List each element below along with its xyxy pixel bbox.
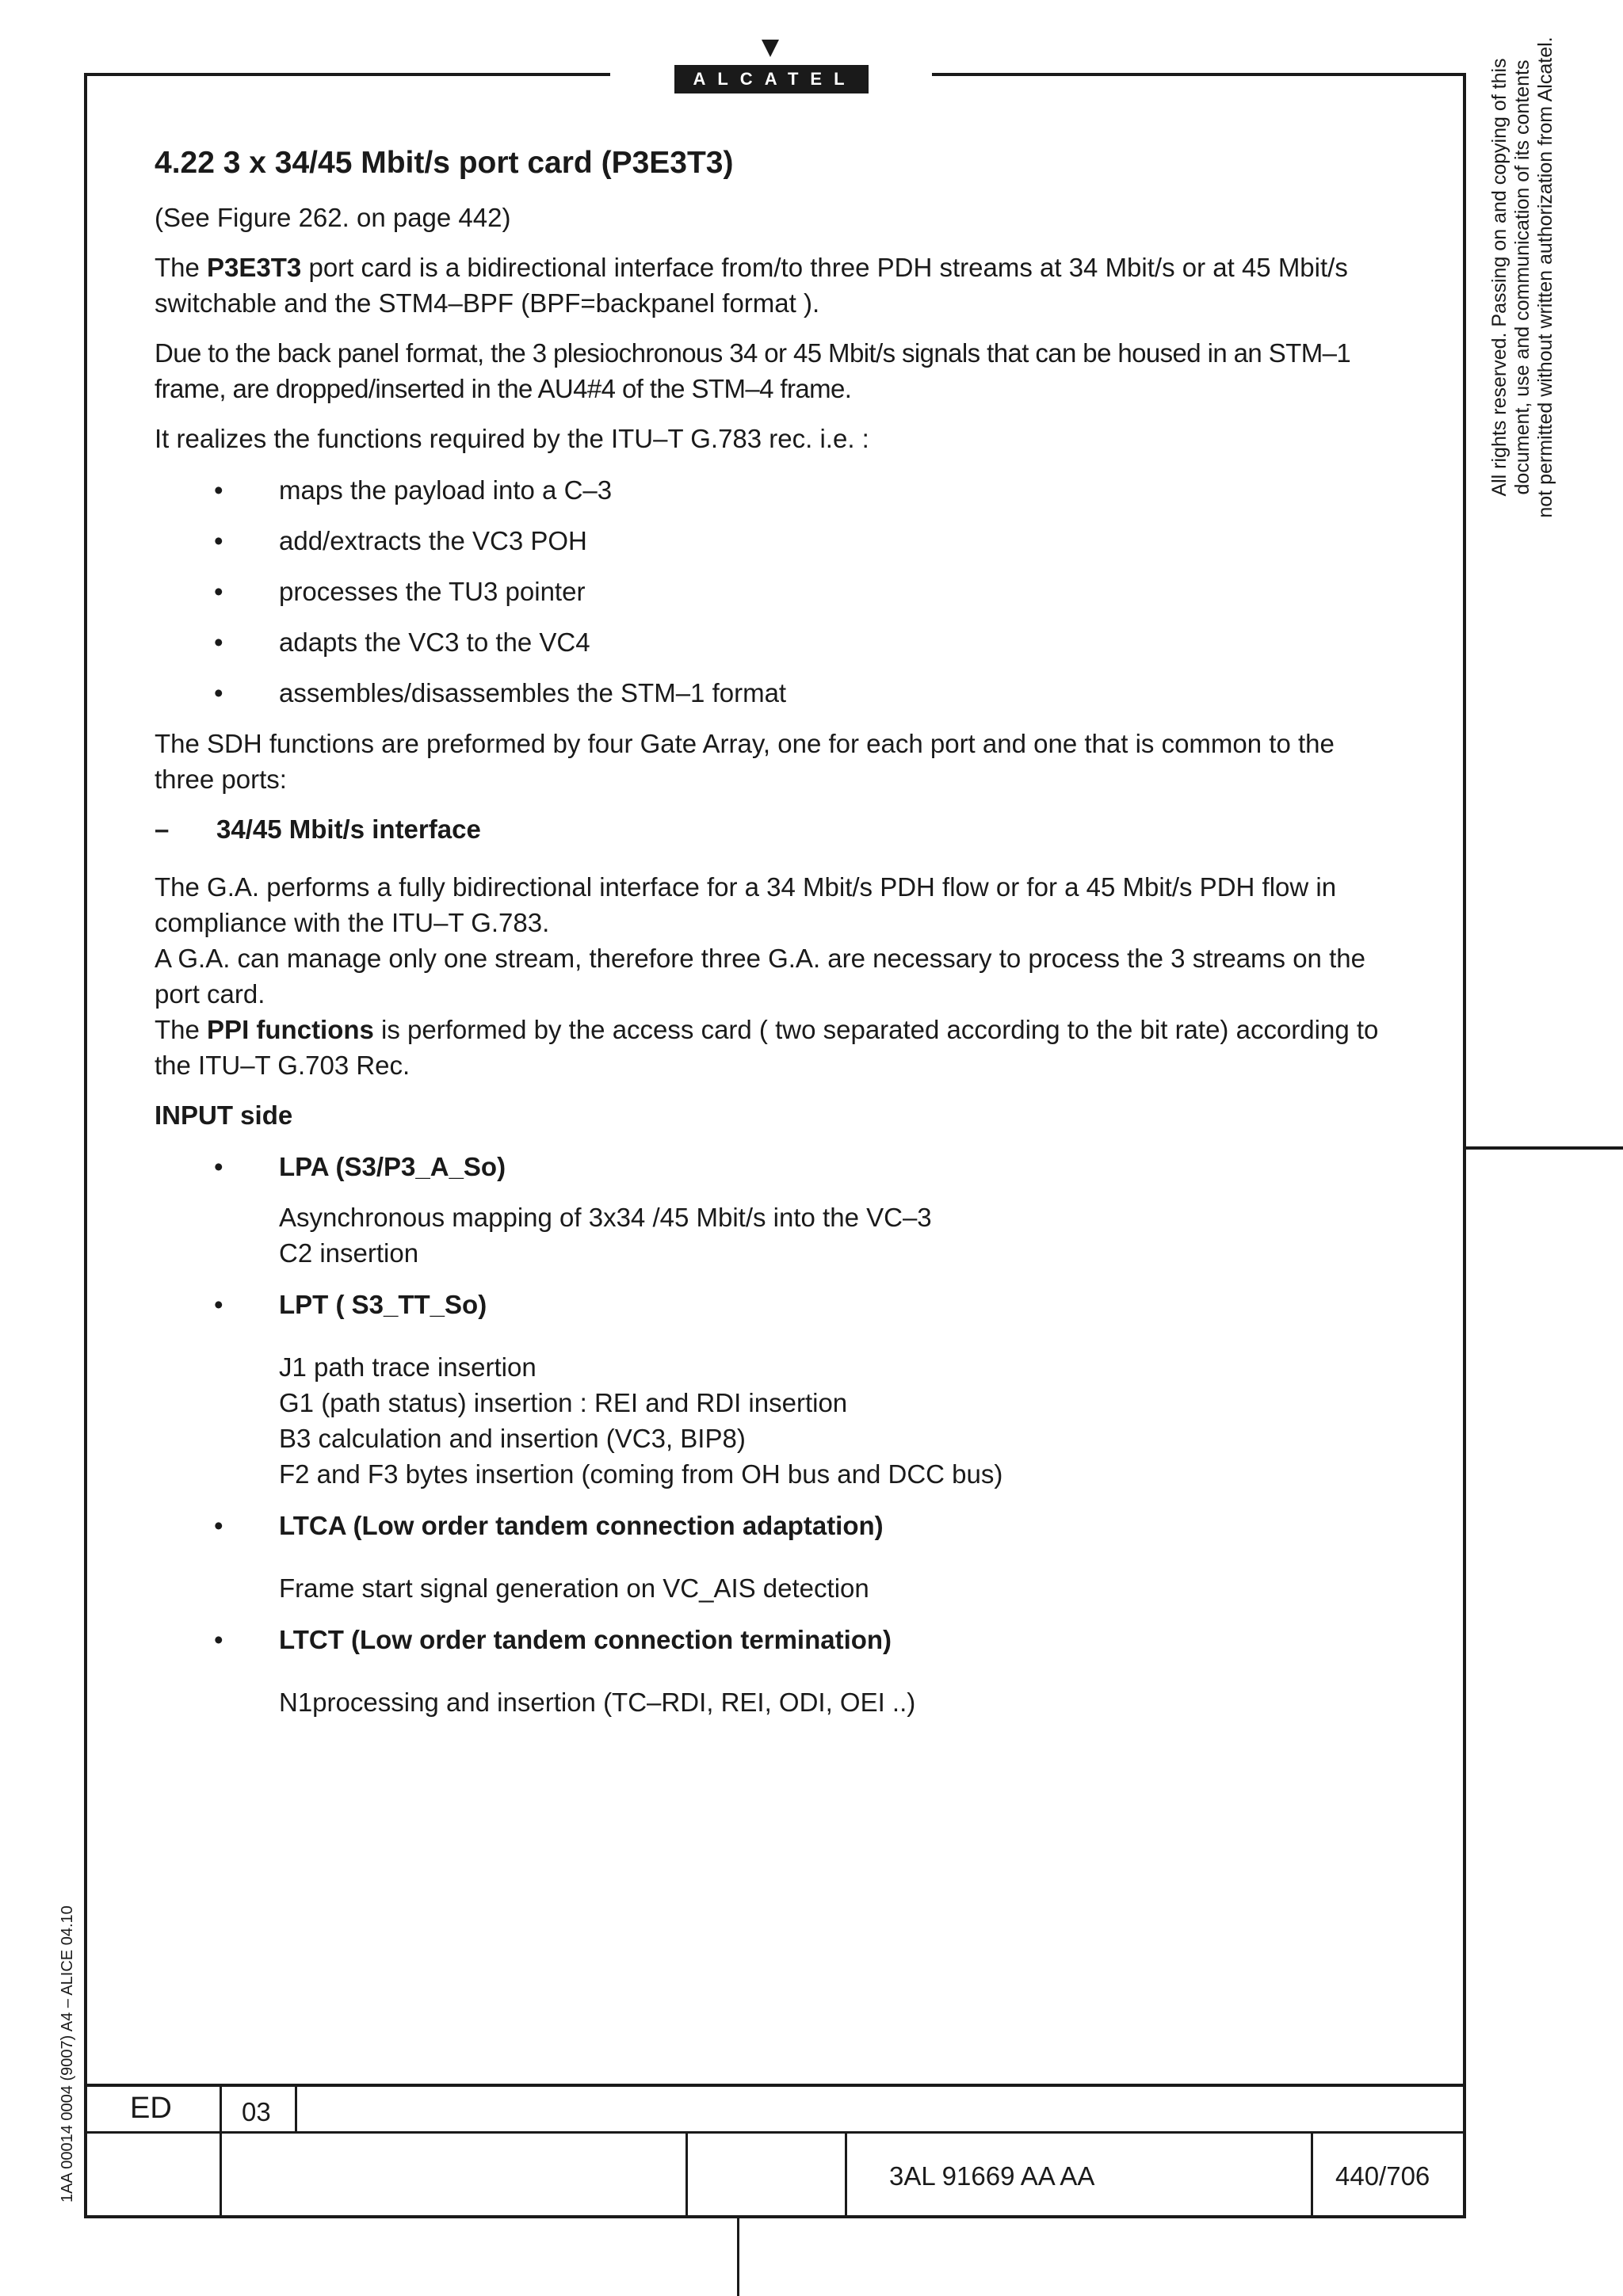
input-item-ltct: • LTCT (Low order tandem connection termination)	[155, 1622, 1399, 1657]
list-item: • add/extracts the VC3 POH	[155, 523, 1399, 559]
logo-triangle-icon	[762, 40, 779, 57]
list-item: • assembles/disassembles the STM–1 format	[155, 675, 1399, 711]
copyright-line: All rights reserved. Passing on and copying of this	[1488, 58, 1510, 497]
bullet-icon: •	[214, 678, 223, 707]
form-code: 1AA 00014 0004 (9007) A4 – ALICE 04.10	[59, 1905, 76, 2203]
input-item-details: N1processing and insertion (TC–RDI, REI, ODI, OEI ..)	[279, 1688, 916, 1717]
footer-divider	[1311, 2131, 1313, 2218]
bullet-icon: •	[214, 1511, 223, 1540]
footer-divider	[295, 2084, 297, 2133]
input-item-lpt: • LPT ( S3_TT_So)	[155, 1287, 1399, 1322]
footer-rule-mid	[84, 2131, 1466, 2134]
footer-divider	[220, 2084, 222, 2218]
list-item: • processes the TU3 pointer	[155, 574, 1399, 609]
copyright-line: document, use and communication of its contents	[1511, 59, 1533, 495]
bullet-icon: •	[214, 577, 223, 606]
edition-value: 03	[242, 2097, 271, 2126]
backpanel-paragraph: Due to the back panel format, the 3 plesiochronous 34 or 45 Mbit/s signals that can be housed in an STM–1 frame, are dropped/inserted in the AU4#4 of the STM–4 frame.	[155, 338, 1351, 403]
edition-label: ED	[130, 2092, 172, 2125]
footer-rule-top	[84, 2084, 1466, 2087]
figure-reference: (See Figure 262. on page 442)	[155, 203, 511, 232]
ga-line: The G.A. performs a fully bidirectional interface for a 34 Mbit/s PDH flow or for a 45 Mbit/s PDH flow in compliance with the ITU–T G.783.	[155, 872, 1337, 937]
alcatel-logo: ALCATEL	[674, 65, 869, 93]
bullet-icon: •	[214, 627, 223, 657]
functions-list	[155, 472, 1399, 711]
input-item-details: Frame start signal generation on VC_AIS detection	[279, 1573, 869, 1603]
list-item: • maps the payload into a C–3	[155, 472, 1399, 508]
ga-paragraph: The G.A. performs a fully bidirectional interface for a 34 Mbit/s PDH flow or for a 45 Mbit/s PDH flow in compliance with the ITU–T G.783. A G.A. can manage only one stream, therefore three G.A. are necessary to process the 3 streams on the port card. The PPI functions is performed by the access card ( two separated according to the bit rate) according to the ITU–T G.703 Rec.	[155, 872, 1379, 1080]
bullet-icon: •	[214, 1152, 223, 1181]
footer-stem	[737, 2218, 739, 2296]
bullet-icon: •	[214, 475, 223, 505]
input-item-ltca: • LTCA (Low order tandem connection adaptation)	[155, 1508, 1399, 1543]
functions-intro: It realizes the functions required by the ITU–T G.783 rec. i.e. :	[155, 424, 869, 453]
sdh-paragraph: The SDH functions are preformed by four Gate Array, one for each port and one that is common to the three ports:	[155, 729, 1335, 794]
dash-icon: –	[155, 814, 170, 844]
footer-divider	[845, 2131, 847, 2218]
copyright-line: not permitted without written authorization from Alcatel.	[1534, 36, 1556, 518]
intro-paragraph: The P3E3T3 port card is a bidirectional interface from/to three PDH streams at 34 Mbit/s or at 45 Mbit/s switchable and the STM4–BPF (BPF=backpanel format ).	[155, 253, 1348, 318]
input-item-details: J1 path trace insertion G1 (path status) insertion : REI and RDI insertion B3 calculation and insertion (VC3, BIP8) F2 and F3 bytes insertion (coming from OH bus and DCC bus)	[279, 1352, 1003, 1489]
bullet-icon: •	[214, 1290, 223, 1319]
side-divider	[1466, 1146, 1623, 1150]
page-number: 440/706	[1335, 2161, 1430, 2191]
section-title: 4.22 3 x 34/45 Mbit/s port card (P3E3T3)	[155, 146, 734, 180]
bullet-icon: •	[214, 1625, 223, 1654]
input-side-heading: INPUT side	[155, 1100, 293, 1130]
list-item: • adapts the VC3 to the VC4	[155, 624, 1399, 660]
input-item-details: Asynchronous mapping of 3x34 /45 Mbit/s into the VC–3 C2 insertion	[279, 1203, 932, 1268]
card-name: P3E3T3	[207, 253, 302, 282]
document-body	[155, 143, 1399, 1734]
footer-divider	[685, 2131, 688, 2218]
bullet-icon: •	[214, 526, 223, 555]
ppi-term: PPI functions	[207, 1015, 374, 1044]
interface-heading: – 34/45 Mbit/s interface	[155, 811, 1399, 847]
ga-line: A G.A. can manage only one stream, therefore three G.A. are necessary to process the 3 streams on the port card.	[155, 944, 1365, 1009]
input-item-lpa: • LPA (S3/P3_A_So)	[155, 1149, 1399, 1184]
document-code: 3AL 91669 AA AA	[889, 2161, 1095, 2191]
